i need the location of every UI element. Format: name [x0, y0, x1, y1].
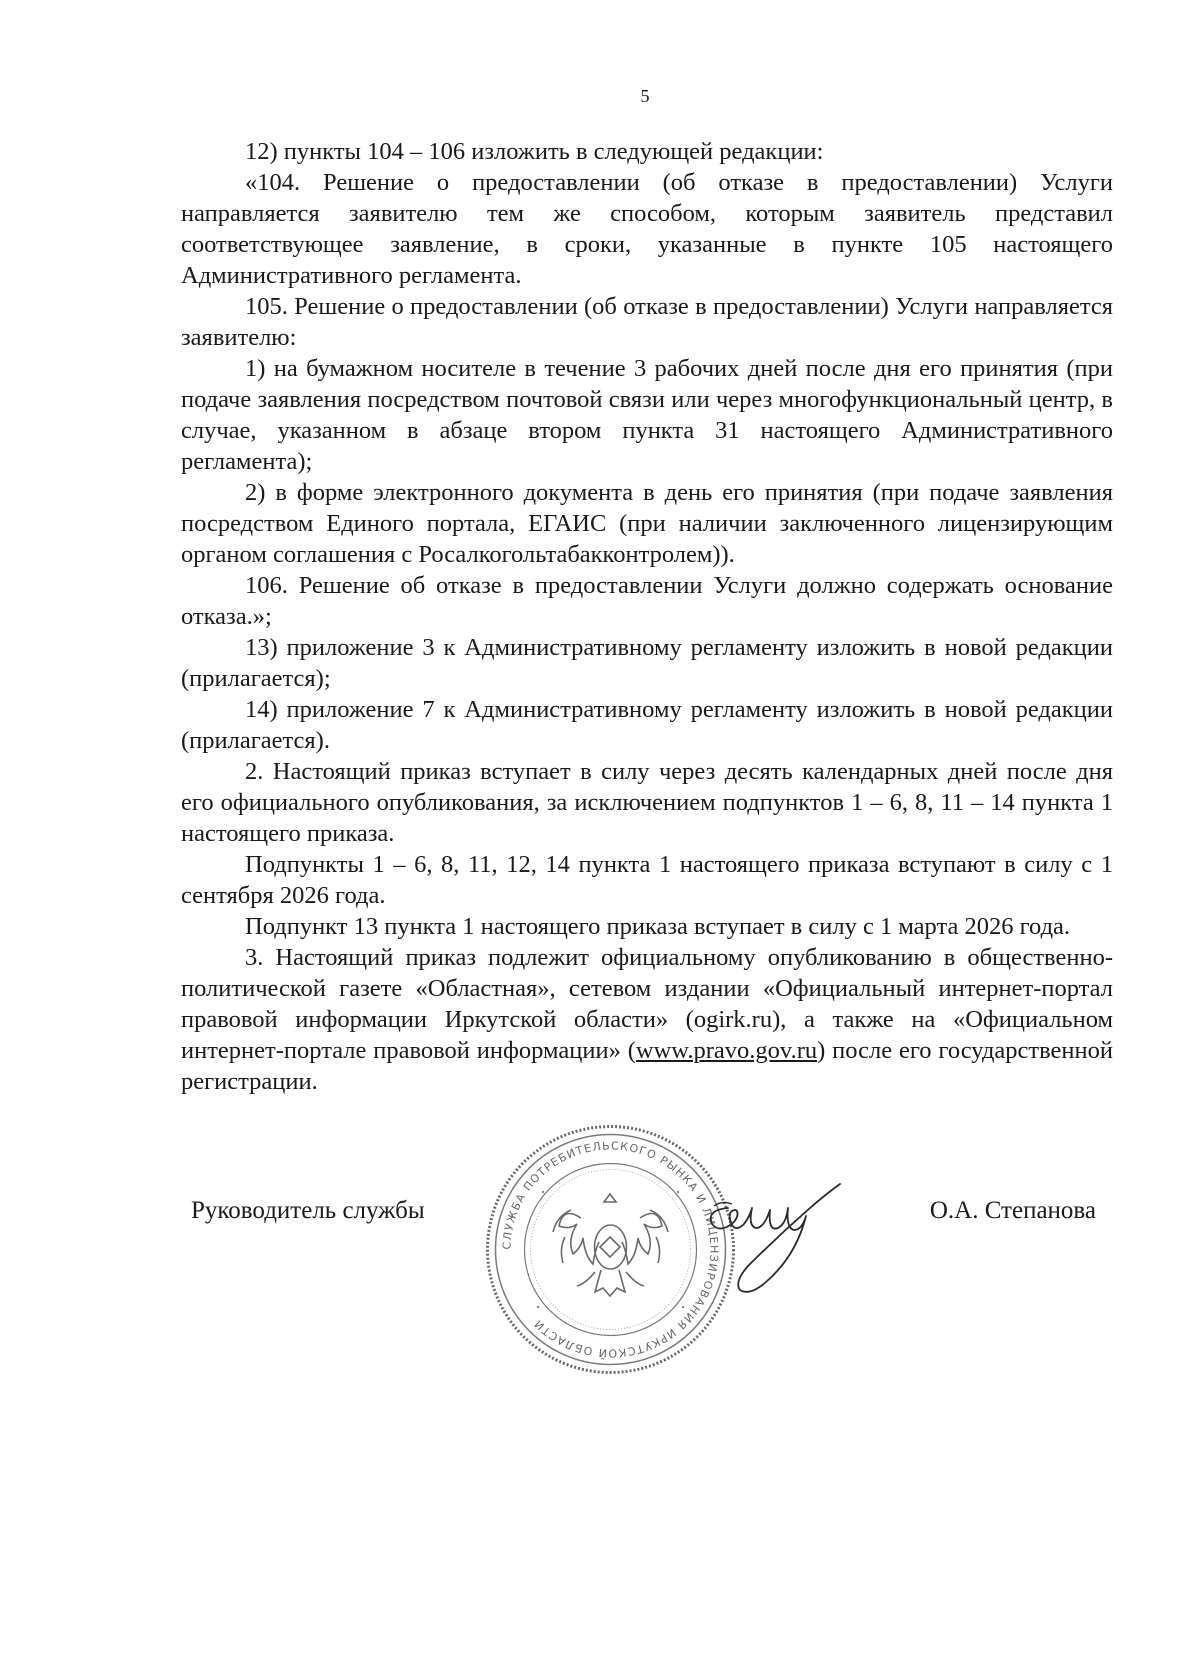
paragraph-item-13: 13) приложение 3 к Административному регламенту изложить в новой редакции (прилагается);	[181, 634, 1113, 692]
seal-outer-text	[500, 1139, 720, 1359]
signatory-title: Руководитель службы	[191, 1197, 425, 1224]
seal-outer-textpath: СЛУЖБА ПОТРЕБИТЕЛЬСКОГО РЫНКА И ЛИЦЕНЗИРОВАНИЯ ИРКУТСКОЙ ОБЛАСТИ	[500, 1139, 721, 1360]
paragraph-section-2: 2. Настоящий приказ вступает в силу через десять календарных дней после дня его официального опубликования, за исключением подпунктов 1 – 6, 8, 11 – 14 пункта 1 настоящего приказа.	[181, 758, 1113, 847]
paragraph-106: 106. Решение об отказе в предоставлении Услуги должно содержать основание отказа.»;	[181, 572, 1113, 630]
paragraph-section-3-tail: ) после его государственной регистрации.	[181, 1037, 1114, 1095]
paragraph-105-subitem-1: 1) на бумажном носителе в течение 3 рабочих дней после дня его принятия (при подаче заявления посредством почтовой связи или через многофункциональный центр, в случае, указанном в абзаце втором пункта 31 настоящего Административного регламента);	[181, 355, 1113, 475]
paragraph-item-14: 14) приложение 7 к Административному регламенту изложить в новой редакции (прилагается).	[181, 696, 1113, 754]
paragraph-105-subitem-2: 2) в форме электронного документа в день его принятия (при подаче заявления посредством Единого портала, ЕГАИС (при наличии заключенного лицензирующим органом соглашения с Росалкогольтабакконтролем)).	[181, 479, 1113, 568]
paragraph-item-12: 12) пункты 104 – 106 изложить в следующей редакции:	[245, 138, 824, 165]
handwritten-signature	[690, 1160, 880, 1295]
pravo-gov-link[interactable]: www.pravo.gov.ru	[635, 1037, 818, 1064]
paragraph-section-3	[181, 942, 1113, 1097]
paragraph-section-3-text: 3. Настоящий приказ подлежит официальному опубликованию в общественно-политической газете «Областная», сетевом издании «Официальный интернет-портал правовой информации Иркутской области» (ogirk.ru), а также на «Официальном интернет-портале правовой информации»	[181, 944, 1113, 1064]
page-number: 5	[640, 86, 650, 106]
paragraph-subitems-effective: Подпункты 1 – 6, 8, 11, 12, 14 пункта 1 настоящего приказа вступают в силу с 1 сентября 2026 года.	[181, 851, 1113, 909]
eagle-emblem-icon	[553, 1194, 668, 1296]
paragraph-104: «104. Решение о предоставлении (об отказе в предоставлении) Услуги направляется заявителю тем же способом, которым заявитель представил соответствующее заявление, в сроки, указанные в пункте 105 настоящего Административного регламента.	[181, 169, 1113, 289]
paragraph-105: 105. Решение о предоставлении (об отказе в предоставлении) Услуги направляется заявителю:	[181, 293, 1113, 351]
paragraph-subitem-13-effective: Подпункт 13 пункта 1 настоящего приказа вступает в силу с 1 марта 2026 года.	[245, 913, 1071, 940]
document-body	[181, 136, 1113, 1097]
signatory-name: О.А. Степанова	[929, 1197, 1096, 1224]
link-prefix: (	[627, 1037, 636, 1064]
